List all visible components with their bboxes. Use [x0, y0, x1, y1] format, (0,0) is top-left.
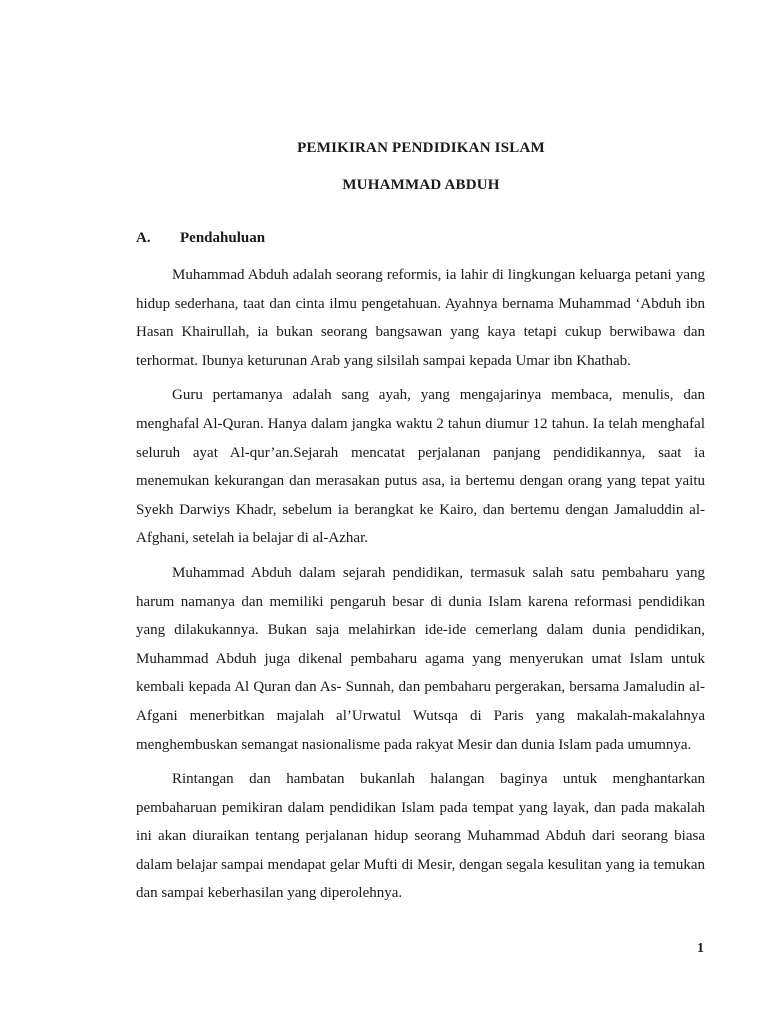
- paragraph: Rintangan dan hambatan bukanlah halangan baginya untuk menghantarkan pembaharuan pemikiran dalam pendidikan Islam pada tempat yang layak, dan pada makalah ini akan diuraikan tentang perjalanan hidup seorang Muhammad Abduh dari seorang biasa dalam belajar sampai mendapat gelar Mufti di Mesir, dengan segala kesulitan yang ia temukan dan sampai keberhasilan yang diperolehnya.: [136, 771, 705, 902]
- body-text: [136, 261, 705, 914]
- page-number: 1: [697, 941, 704, 956]
- section-heading: [136, 230, 265, 247]
- section-number: A.: [136, 230, 151, 246]
- document-subtitle: MUHAMMAD ABDUH: [342, 177, 500, 193]
- paragraph: Guru pertamanya adalah sang ayah, yang mengajarinya membaca, menulis, dan menghafal Al-Quran. Hanya dalam jangka waktu 2 tahun diumur 12 tahun. Ia telah menghafal seluruh ayat Al-qur’an.Sejarah mencatat perjalanan panjang pendidikannya, saat ia menemukan kekurangan dan merasakan putus asa, ia bertemu dengan orang yang tepat yaitu Syekh Darwiys Khadr, sebelum ia berangkat ke Kairo, dan bertemu dengan Jamaluddin al-Afghani, setelah ia belajar di al-Azhar.: [136, 387, 705, 547]
- document-title: PEMIKIRAN PENDIDIKAN ISLAM: [297, 140, 545, 156]
- section-title: Pendahuluan: [180, 230, 266, 246]
- paragraph: Muhammad Abduh adalah seorang reformis, ia lahir di lingkungan keluarga petani yang hidup sederhana, taat dan cinta ilmu pengetahuan. Ayahnya bernama Muhammad ‘Abduh ibn Hasan Khairullah, ia bukan seorang bangsawan yang kaya tetapi cukup berwibawa dan terhormat. Ibunya keturunan Arab yang silsilah sampai kepada Umar ibn Khathab.: [136, 267, 705, 369]
- paragraph: Muhammad Abduh dalam sejarah pendidikan, termasuk salah satu pembaharu yang harum namanya dan memiliki pengaruh besar di dunia Islam karena reformasi pendidikan yang dilakukannya. Bukan saja melahirkan ide-ide cemerlang dalam dunia pendidikan, Muhammad Abduh juga dikenal pembaharu agama yang menyerukan umat Islam untuk kembali kepada Al Quran dan As- Sunnah, dan pembaharu pergerakan, bersama Jamaludin al-Afgani menerbitkan majalah al’Urwatul Wutsqa di Paris yang makalah-makalahnya menghembuskan semangat nasionalisme pada rakyat Mesir dan dunia Islam pada umumnya.: [136, 564, 705, 753]
